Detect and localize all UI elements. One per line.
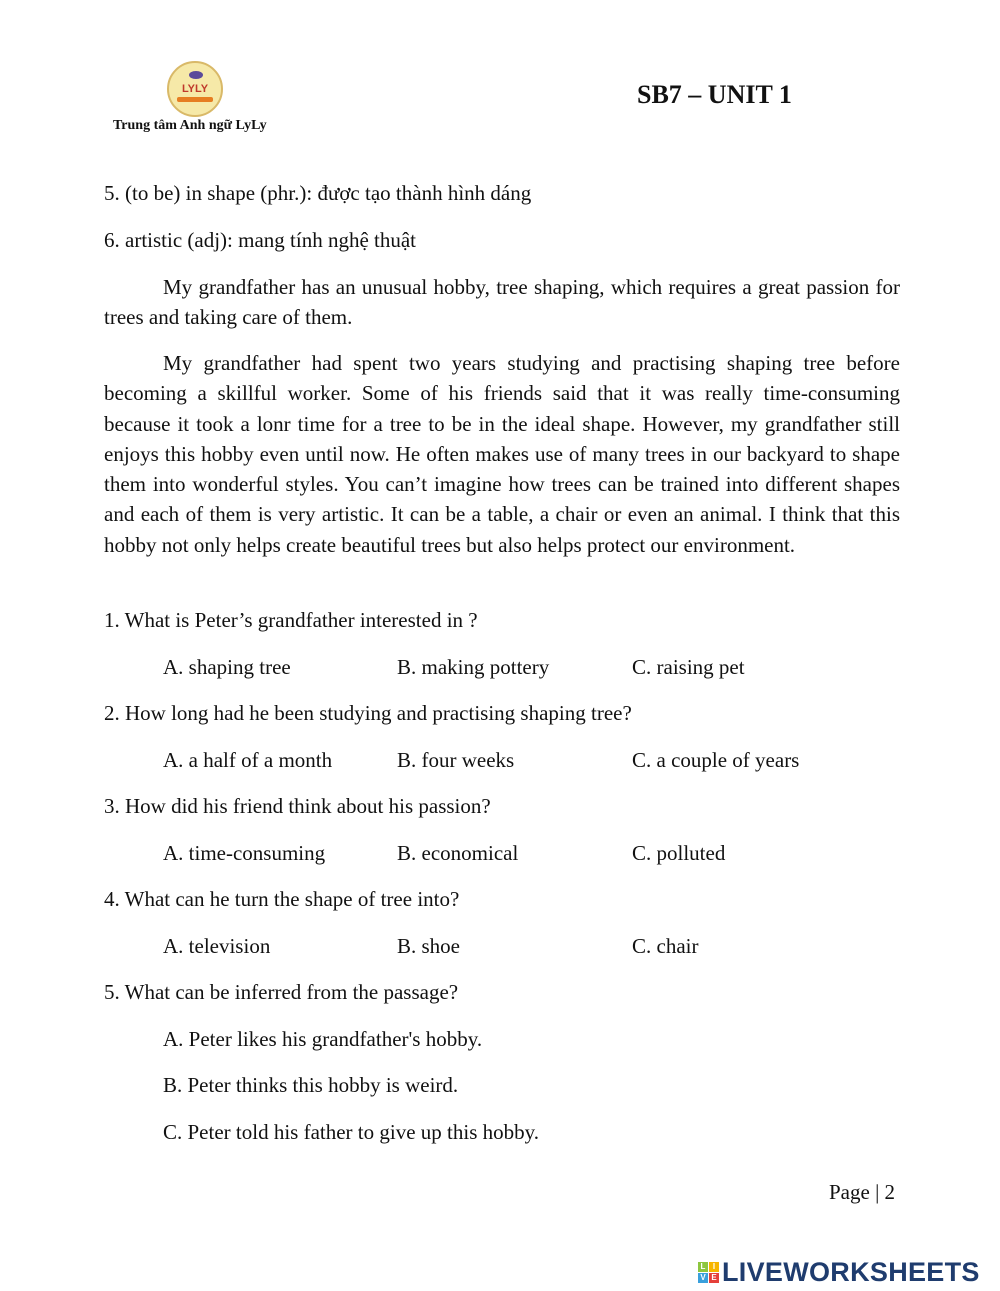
option: C. polluted: [632, 841, 726, 865]
option: C. raising pet: [632, 655, 745, 679]
block-l: L: [698, 1262, 708, 1272]
question: 3. How did his friend think about his passion?: [104, 794, 491, 818]
option: B. Peter thinks this hobby is weird.: [163, 1073, 459, 1097]
passage-paragraph: My grandfather had spent two years studying and practising shaping tree before becoming a skillful worker. Some of his friends said that it was really time-consuming because it took a lonr time for a tree to be in the ideal shape. However, my grandfather still enjoys this hobby even until now. He often makes use of many trees in our backyard to shape them into wonderful styles. You can’t imagine how trees can be trained into different shapes and each of them is very artistic. It can be a table, a chair or even an animal. I think that this hobby not only helps create beautiful trees but also helps protect our environment.: [104, 351, 900, 557]
option: B. shoe: [397, 934, 460, 958]
page-number: Page | 2: [829, 1180, 896, 1204]
brand-name: LIVEWORKSHEETS: [722, 1257, 980, 1287]
liveworksheets-logo: [698, 1257, 980, 1288]
option: A. Peter likes his grandfather's hobby.: [163, 1027, 483, 1051]
option: C. Peter told his father to give up this hobby.: [163, 1120, 540, 1144]
option: B. four weeks: [397, 748, 515, 772]
logo-ribbon: [177, 97, 213, 102]
page-title: SB7 – UNIT 1: [637, 80, 792, 109]
lyly-logo: [167, 61, 223, 117]
live-blocks-icon: [698, 1262, 719, 1283]
question: 1. What is Peter’s grandfather interested in ?: [104, 608, 478, 632]
block-e: E: [709, 1273, 719, 1283]
option: B. making pottery: [397, 655, 550, 679]
center-name: Trung tâm Anh ngữ LyLy: [113, 118, 267, 133]
question: 2. How long had he been studying and practising shaping tree?: [104, 701, 632, 725]
option: A. time-consuming: [163, 841, 326, 865]
passage-paragraph: My grandfather has an unusual hobby, tree shaping, which requires a great passion for trees and taking care of them.: [104, 275, 900, 330]
option: A. a half of a month: [163, 748, 333, 772]
option: A. shaping tree: [163, 655, 291, 679]
block-v: V: [698, 1273, 708, 1283]
question: 5. What can be inferred from the passage?: [104, 980, 459, 1004]
option: B. economical: [397, 841, 519, 865]
option: C. chair: [632, 934, 699, 958]
logo-emblem-icon: [189, 71, 203, 79]
logo-text: LYLY: [181, 83, 209, 95]
question: 4. What can he turn the shape of tree into?: [104, 887, 460, 911]
vocab-item: 5. (to be) in shape (phr.): được tạo thành hình dáng: [104, 181, 532, 205]
vocab-item: 6. artistic (adj): mang tính nghệ thuật: [104, 228, 417, 252]
block-i: I: [709, 1262, 719, 1272]
option: A. television: [163, 934, 271, 958]
option: C. a couple of years: [632, 748, 800, 772]
